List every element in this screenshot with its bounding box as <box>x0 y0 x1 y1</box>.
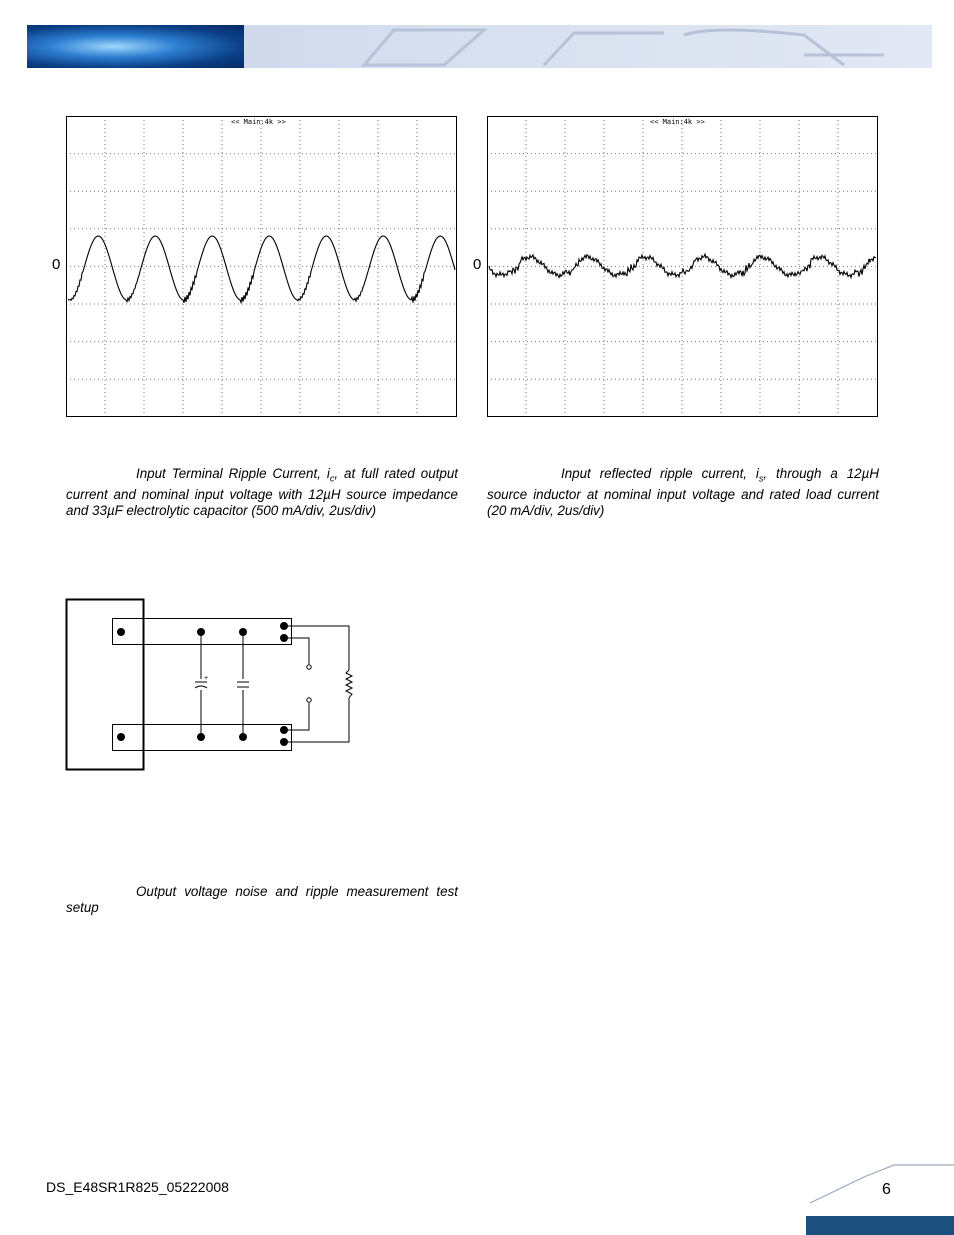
scope-label: << Main:4k >> <box>231 118 286 126</box>
scope-figure-input-ripple <box>66 116 457 417</box>
test-setup-schematic <box>60 592 360 777</box>
figure-caption <box>66 466 458 519</box>
schematic-caption <box>66 884 458 916</box>
svg-text:+: + <box>204 675 209 682</box>
scope-figure-reflected-ripple <box>487 116 878 417</box>
oscilloscope-trace <box>487 116 878 417</box>
oscilloscope-trace <box>66 116 457 417</box>
caption-text: , at full rated output current and nominal input voltage with 12µH source impedance and 33µF electrolytic capacitor (500 mA/div, 2us/div) <box>66 466 458 518</box>
caption-text: Input reflected ripple current, i <box>561 466 759 481</box>
page-corner-decoration <box>806 1163 954 1235</box>
zero-marker: 0 <box>473 256 482 273</box>
capacitor-icon <box>237 682 249 687</box>
document-id: DS_E48SR1R825_05222008 <box>46 1179 229 1195</box>
caption-text: , through a 12µH source inductor at nominal input voltage and rated load current (20 mA/div, 2us/div) <box>487 466 879 518</box>
converter-block <box>67 600 144 770</box>
electrolytic-capacitor-icon <box>195 675 208 688</box>
banner-decoration <box>244 25 932 68</box>
caption-subscript: c <box>329 473 335 484</box>
delta-logo-banner <box>27 25 244 68</box>
caption-text: Input Terminal Ripple Current, i <box>136 466 330 481</box>
header-banner <box>27 25 932 68</box>
page-number: 6 <box>882 1181 891 1198</box>
figure-caption <box>487 466 879 519</box>
caption-text: Output voltage noise and ripple measurement test setup <box>66 884 458 915</box>
scope-label: << Main:4k >> <box>650 118 705 126</box>
zero-marker: 0 <box>52 256 61 273</box>
resistor-icon <box>346 670 352 698</box>
caption-subscript: s <box>758 473 764 484</box>
